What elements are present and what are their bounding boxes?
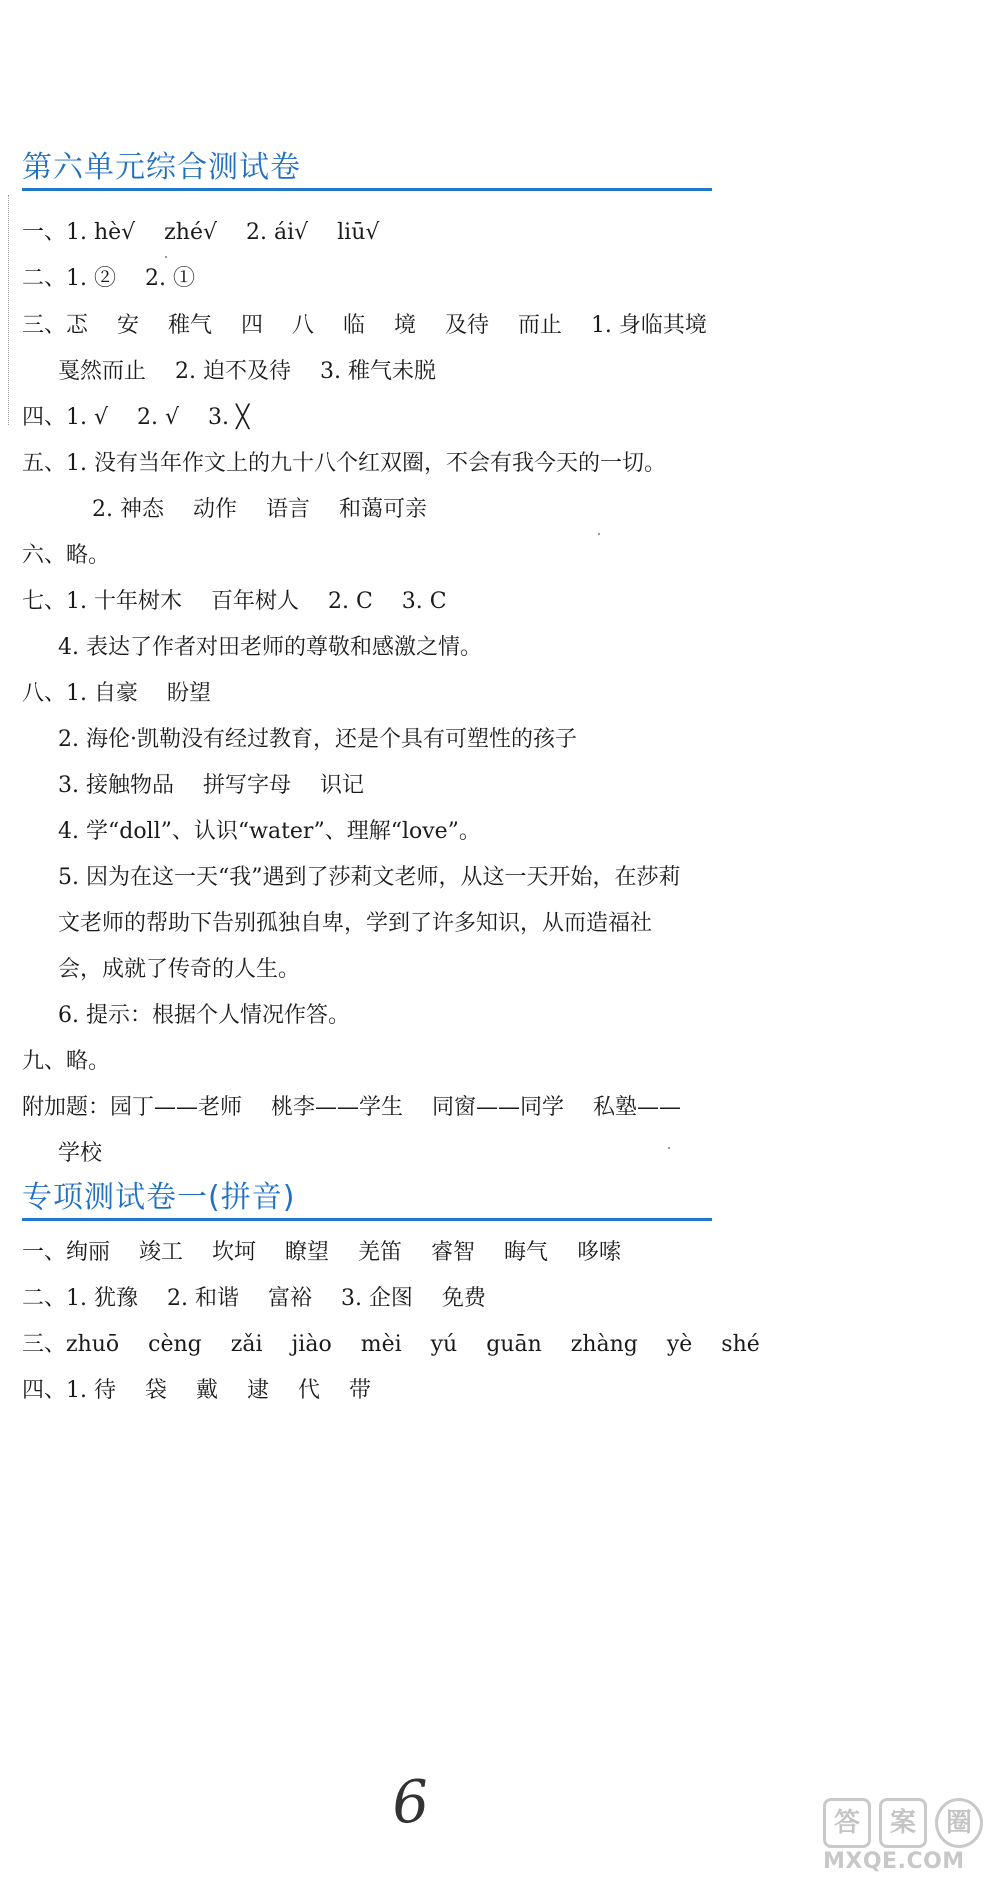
- scan-speck: [598, 533, 600, 535]
- answer-line: 戛然而止 2. 迫不及待 3. 稚气未脱: [58, 359, 436, 384]
- answer-line: 会，成就了传奇的人生。: [58, 957, 301, 982]
- scan-speck: [668, 1147, 670, 1149]
- margin-dotted-line: [8, 195, 9, 425]
- answer-line: 九、略。: [22, 1049, 111, 1074]
- answer-line: 2. 海伦·凯勒没有经过教育，还是个具有可塑性的孩子: [58, 727, 577, 752]
- answer-line: 附加题：园丁——老师 桃李——学生 同窗——同学 私塾——: [22, 1095, 681, 1120]
- scan-speck: [165, 256, 167, 258]
- section-header-pinyin: [22, 1180, 712, 1221]
- answer-line: 七、1. 十年树木 百年树人 2. C 3. C: [22, 589, 447, 614]
- watermark-char: 案: [879, 1798, 927, 1848]
- answer-line: 4. 学“doll”、认识“water”、理解“love”。: [58, 819, 481, 844]
- section-header-unit6: [22, 150, 712, 191]
- answer-line: 四、1. √ 2. √ 3. ╳: [22, 405, 250, 430]
- answer-line: 学校: [58, 1141, 103, 1166]
- answer-line: 一、绚丽 竣工 坎坷 瞭望 羌笛 睿智 晦气 哆嗦: [22, 1240, 621, 1265]
- section-title: 专项测试卷一(拼音): [22, 1180, 296, 1215]
- watermark-url: MXQE.COM: [823, 1849, 965, 1874]
- answer-line: 六、略。: [22, 543, 111, 568]
- answer-line: 2. 神态 动作 语言 和蔼可亲: [92, 497, 427, 522]
- answer-line: 5. 因为在这一天“我”遇到了莎莉文老师，从这一天开始，在莎莉: [58, 865, 681, 890]
- answer-line: 五、1. 没有当年作文上的九十八个红双圈，不会有我今天的一切。: [22, 451, 666, 476]
- answer-line: 4. 表达了作者对田老师的尊敬和感激之情。: [58, 635, 482, 660]
- answer-line: 四、1. 待 袋 戴 逮 代 带: [22, 1378, 371, 1403]
- answer-line: 二、1. ② 2. ①: [22, 266, 195, 291]
- answer-line: 3. 接触物品 拼写字母 识记: [58, 773, 364, 798]
- watermark-char: 答: [823, 1798, 871, 1848]
- watermark-logo: [819, 1794, 994, 1876]
- answer-line: 八、1. 自豪 盼望: [22, 681, 211, 706]
- answer-line: 二、1. 犹豫 2. 和谐 富裕 3. 企图 免费: [22, 1286, 486, 1311]
- answer-line: 6. 提示：根据个人情况作答。: [58, 1003, 350, 1028]
- answer-line: 文老师的帮助下告别孤独自卑，学到了许多知识，从而造福社: [58, 911, 653, 936]
- answer-line: 一、1. hè√ zhé√ 2. ái√ liū√: [22, 220, 380, 245]
- handwritten-page-number: 6: [389, 1766, 432, 1838]
- watermark-char: 圈: [935, 1798, 983, 1848]
- section-title: 第六单元综合测试卷: [22, 150, 301, 185]
- answer-line: 三、忑 安 稚气 四 八 临 境 及待 而止 1. 身临其境: [22, 313, 707, 338]
- answer-line: 三、zhuō cèng zǎi jiào mèi yú guān zhàng yè shé: [22, 1332, 760, 1357]
